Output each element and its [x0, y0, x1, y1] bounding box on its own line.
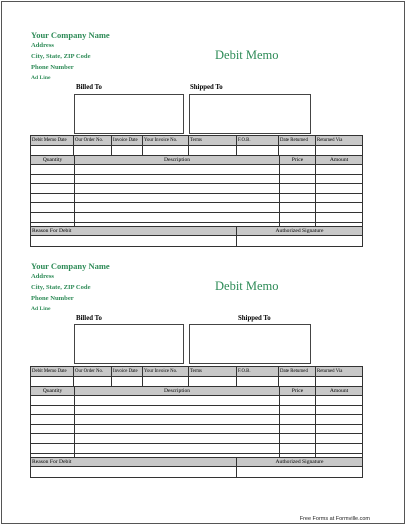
header-your-invoice-no: Your Invoice No. [143, 367, 189, 377]
description-cell[interactable] [75, 212, 280, 222]
header-debit-memo-date: Debit Memo Date [31, 367, 74, 377]
authorized-signature-field[interactable] [237, 236, 363, 247]
header-your-invoice-no: Your Invoice No. [143, 136, 189, 146]
memo-title: Debit Memo [215, 48, 279, 62]
header-price: Price [280, 156, 316, 165]
company-name: Your Company Name [31, 261, 110, 271]
field-our-order-no[interactable] [74, 146, 112, 156]
quantity-cell[interactable] [31, 405, 75, 415]
price-cell[interactable] [280, 396, 316, 406]
company-phone: Phone Number [31, 295, 74, 302]
authorized-signature-label: Authorized Signature [237, 227, 363, 236]
quantity-cell[interactable] [31, 212, 75, 222]
company-ad-line: Ad Line [31, 75, 51, 81]
header-quantity: Quantity [31, 156, 75, 165]
table-row [31, 193, 363, 203]
field-your-invoice-no[interactable] [143, 377, 189, 387]
description-cell[interactable] [75, 174, 280, 184]
company-address: Address [31, 42, 54, 49]
shipped-to-label: Shipped To [238, 315, 271, 322]
quantity-cell[interactable] [31, 415, 75, 425]
table-row [31, 405, 363, 415]
quantity-cell[interactable] [31, 396, 75, 406]
price-cell[interactable] [280, 443, 316, 453]
table-row [31, 415, 363, 425]
amount-cell[interactable] [316, 174, 363, 184]
table-row [31, 424, 363, 434]
field-date-returned[interactable] [279, 377, 316, 387]
price-cell[interactable] [280, 424, 316, 434]
header-amount: Amount [316, 156, 363, 165]
field-your-invoice-no[interactable] [143, 146, 189, 156]
header-fob: F.O.B. [237, 367, 279, 377]
items-table [30, 386, 363, 463]
price-cell[interactable] [280, 174, 316, 184]
field-fob[interactable] [237, 146, 279, 156]
reason-for-debit-label: Reason For Debit [31, 458, 237, 467]
header-invoice-date: Invoice Date [112, 367, 143, 377]
table-row [31, 184, 363, 194]
table-row [31, 396, 363, 406]
field-terms[interactable] [189, 146, 237, 156]
items-table [30, 155, 363, 232]
quantity-cell[interactable] [31, 443, 75, 453]
header-date-returned: Date Returned [279, 367, 316, 377]
header-description: Description [75, 156, 280, 165]
footer-credit: Free Forms at Formville.com [299, 516, 370, 522]
company-address: Address [31, 273, 54, 280]
description-cell[interactable] [75, 396, 280, 406]
header-our-order-no: Our Order No. [74, 136, 112, 146]
amount-cell[interactable] [316, 396, 363, 406]
debit-memo-2 [0, 261, 408, 511]
shipped-to-box[interactable] [189, 324, 311, 364]
description-cell[interactable] [75, 193, 280, 203]
amount-cell[interactable] [316, 203, 363, 213]
price-cell[interactable] [280, 212, 316, 222]
description-cell[interactable] [75, 424, 280, 434]
header-our-order-no: Our Order No. [74, 367, 112, 377]
quantity-cell[interactable] [31, 174, 75, 184]
amount-cell[interactable] [316, 212, 363, 222]
table-row [31, 212, 363, 222]
header-returned-via: Returned Via [316, 367, 363, 377]
company-ad-line: Ad Line [31, 306, 51, 312]
company-city: City, State, ZIP Code [31, 53, 91, 60]
description-cell[interactable] [75, 415, 280, 425]
field-debit-memo-date[interactable] [31, 377, 74, 387]
company-phone: Phone Number [31, 64, 74, 71]
header-quantity: Quantity [31, 387, 75, 396]
reason-for-debit-field[interactable] [31, 467, 237, 478]
field-fob[interactable] [237, 377, 279, 387]
price-cell[interactable] [280, 165, 316, 175]
header-terms: Terms [189, 367, 237, 377]
reason-signature-table [30, 457, 363, 478]
header-debit-memo-date: Debit Memo Date [31, 136, 74, 146]
shipped-to-box[interactable] [189, 94, 311, 134]
price-cell[interactable] [280, 405, 316, 415]
description-cell[interactable] [75, 434, 280, 444]
field-returned-via[interactable] [316, 146, 363, 156]
amount-cell[interactable] [316, 415, 363, 425]
billed-to-label: Billed To [76, 84, 102, 91]
company-city: City, State, ZIP Code [31, 284, 91, 291]
header-description: Description [75, 387, 280, 396]
quantity-cell[interactable] [31, 203, 75, 213]
description-cell[interactable] [75, 165, 280, 175]
amount-cell[interactable] [316, 184, 363, 194]
amount-cell[interactable] [316, 443, 363, 453]
authorized-signature-label: Authorized Signature [237, 458, 363, 467]
authorized-signature-field[interactable] [237, 467, 363, 478]
field-date-returned[interactable] [279, 146, 316, 156]
header-fob: F.O.B. [237, 136, 279, 146]
reason-for-debit-field[interactable] [31, 236, 237, 247]
header-terms: Terms [189, 136, 237, 146]
header-invoice-date: Invoice Date [112, 136, 143, 146]
header-returned-via: Returned Via [316, 136, 363, 146]
price-cell[interactable] [280, 193, 316, 203]
field-our-order-no[interactable] [74, 377, 112, 387]
info-table [30, 366, 363, 387]
field-invoice-date[interactable] [112, 146, 143, 156]
billed-to-box[interactable] [74, 94, 184, 134]
quantity-cell[interactable] [31, 434, 75, 444]
field-invoice-date[interactable] [112, 377, 143, 387]
table-row [31, 165, 363, 175]
quantity-cell[interactable] [31, 165, 75, 175]
price-cell[interactable] [280, 415, 316, 425]
description-cell[interactable] [75, 405, 280, 415]
table-row [31, 203, 363, 213]
amount-cell[interactable] [316, 424, 363, 434]
header-amount: Amount [316, 387, 363, 396]
billed-to-label: Billed To [76, 315, 102, 322]
header-price: Price [280, 387, 316, 396]
billed-to-box[interactable] [74, 324, 184, 364]
debit-memo-1 [0, 30, 408, 280]
description-cell[interactable] [75, 443, 280, 453]
amount-cell[interactable] [316, 193, 363, 203]
table-row [31, 174, 363, 184]
header-date-returned: Date Returned [279, 136, 316, 146]
description-cell[interactable] [75, 203, 280, 213]
price-cell[interactable] [280, 434, 316, 444]
amount-cell[interactable] [316, 165, 363, 175]
table-row [31, 443, 363, 453]
memo-title: Debit Memo [215, 279, 279, 293]
reason-signature-table [30, 226, 363, 247]
field-debit-memo-date[interactable] [31, 146, 74, 156]
price-cell[interactable] [280, 203, 316, 213]
amount-cell[interactable] [316, 434, 363, 444]
amount-cell[interactable] [316, 405, 363, 415]
quantity-cell[interactable] [31, 424, 75, 434]
company-name: Your Company Name [31, 30, 110, 40]
shipped-to-label: Shipped To [190, 84, 223, 91]
field-returned-via[interactable] [316, 377, 363, 387]
description-cell[interactable] [75, 184, 280, 194]
price-cell[interactable] [280, 184, 316, 194]
reason-for-debit-label: Reason For Debit [31, 227, 237, 236]
quantity-cell[interactable] [31, 193, 75, 203]
quantity-cell[interactable] [31, 184, 75, 194]
table-row [31, 434, 363, 444]
info-table [30, 135, 363, 156]
field-terms[interactable] [189, 377, 237, 387]
